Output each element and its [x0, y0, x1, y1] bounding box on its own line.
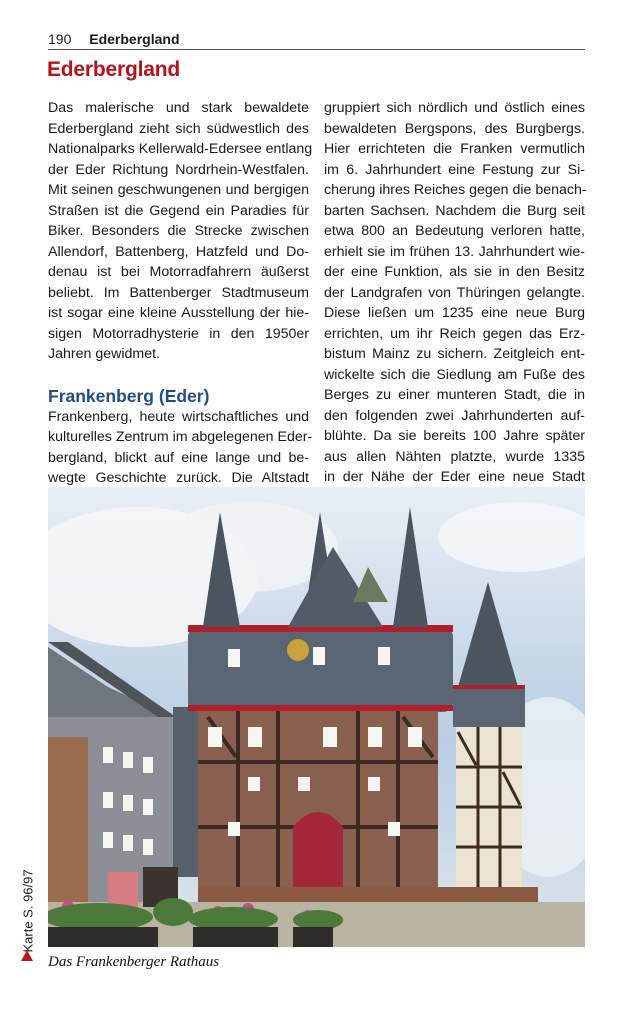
- text-line: Straßen ist die Gegend ein Paradies für: [48, 202, 309, 219]
- running-head: [48, 29, 585, 50]
- text-line: Allendorf, Battenberg, Hatzfeld und Do-: [48, 243, 309, 260]
- triangle-marker-icon: [21, 950, 33, 961]
- left-column: [48, 98, 313, 489]
- town-hall-illustration: [48, 487, 585, 947]
- text-line: aus allen Nähten platzte, wurde 1335: [324, 448, 585, 465]
- text-line: bistum Mainz zu sichern. Zeitgleich ent-: [324, 346, 585, 362]
- section-heading: Frankenberg (Eder): [48, 385, 210, 406]
- text-line: Ederbergland zieht sich südwestlich des: [48, 120, 309, 137]
- text-line: Nationalparks Kellerwald-Edersee entlang: [48, 141, 313, 157]
- map-reference: [18, 855, 38, 975]
- text-line: denau ist bei Motorradfahrern äußerst: [48, 264, 309, 280]
- running-head-title: Ederbergland: [89, 31, 180, 47]
- section-paragraph: [48, 407, 313, 489]
- text-line: Frankenberg, heute wirtschaftliches und: [48, 408, 309, 425]
- text-line: Jahren gewidmet.: [48, 346, 160, 362]
- text-line: sigen Motorradhysterie in den 1950er: [48, 325, 309, 342]
- text-line: der Eder Richtung Nordrhein-Westfalen.: [48, 161, 309, 178]
- text-line: bewaldeten Bergspons, des Burgbergs.: [324, 120, 585, 137]
- text-line: wegte Geschichte zurück. Die Altstadt: [48, 470, 309, 486]
- text-line: Berges zu einer munteren Stadt, die in: [324, 387, 585, 403]
- text-line: in der Nähe der Eder eine neue Stadt: [324, 469, 585, 485]
- text-line: barten Sachsen. Nachdem die Burg seit: [324, 202, 585, 219]
- text-line: errichten, um ihr Reich gegen das Erz-: [324, 325, 585, 342]
- text-line: Das malerische und stark bewaldete: [48, 100, 309, 116]
- text-line: etwa 800 an Bedeutung verloren hatte,: [324, 223, 585, 239]
- text-line: der Landgrafen von Thüringen gelangte.: [324, 284, 585, 301]
- page-number: 190: [48, 31, 72, 47]
- rathaus-photo: [48, 487, 585, 947]
- photo-caption: Das Frankenberger Rathaus: [48, 954, 220, 970]
- text-line: gruppiert sich nördlich und östlich eines: [324, 100, 585, 116]
- text-line: cherung ihres Reiches gegen die benach-: [324, 182, 587, 198]
- text-line: im 6. Jahrhundert eine Festung zur Si-: [324, 161, 585, 178]
- right-column: [324, 98, 585, 488]
- text-line: blühte. Da sie bereits 100 Jahre später: [324, 428, 585, 444]
- text-line: den folgenden zwei Jahrhunderten auf-: [324, 407, 585, 424]
- text-line: Diese ließen um 1235 eine neue Burg: [324, 305, 585, 321]
- text-line: beliebt. Im Battenberger Stadtmuseum: [48, 284, 309, 301]
- continued-paragraph: [324, 98, 585, 488]
- text-line: ist sogar eine kleine Ausstellung der hie-: [48, 305, 309, 321]
- text-line: bergland, blickt auf eine lange und be-: [48, 449, 309, 466]
- text-line: Mit seinen geschwungenen und bergigen: [48, 182, 309, 198]
- intro-paragraph: [48, 98, 313, 365]
- text-line: der eine Funktion, als sie in den Besitz: [324, 264, 585, 280]
- text-line: Hier errichteten die Franken vermutlich: [324, 141, 585, 157]
- text-line: Biker. Besonders die Strecke zwischen: [48, 223, 309, 239]
- map-reference-text: Karte S. 96/97: [20, 869, 36, 953]
- text-line: wickelte sich die Siedlung am Fuße des: [324, 366, 585, 383]
- chapter-title: Ederbergland: [47, 58, 180, 81]
- text-line: erhielt sie im frühen 13. Jahrhundert wie-: [324, 243, 585, 260]
- text-line: kulturelles Zentrum im abgelegenen Eder-: [48, 429, 313, 445]
